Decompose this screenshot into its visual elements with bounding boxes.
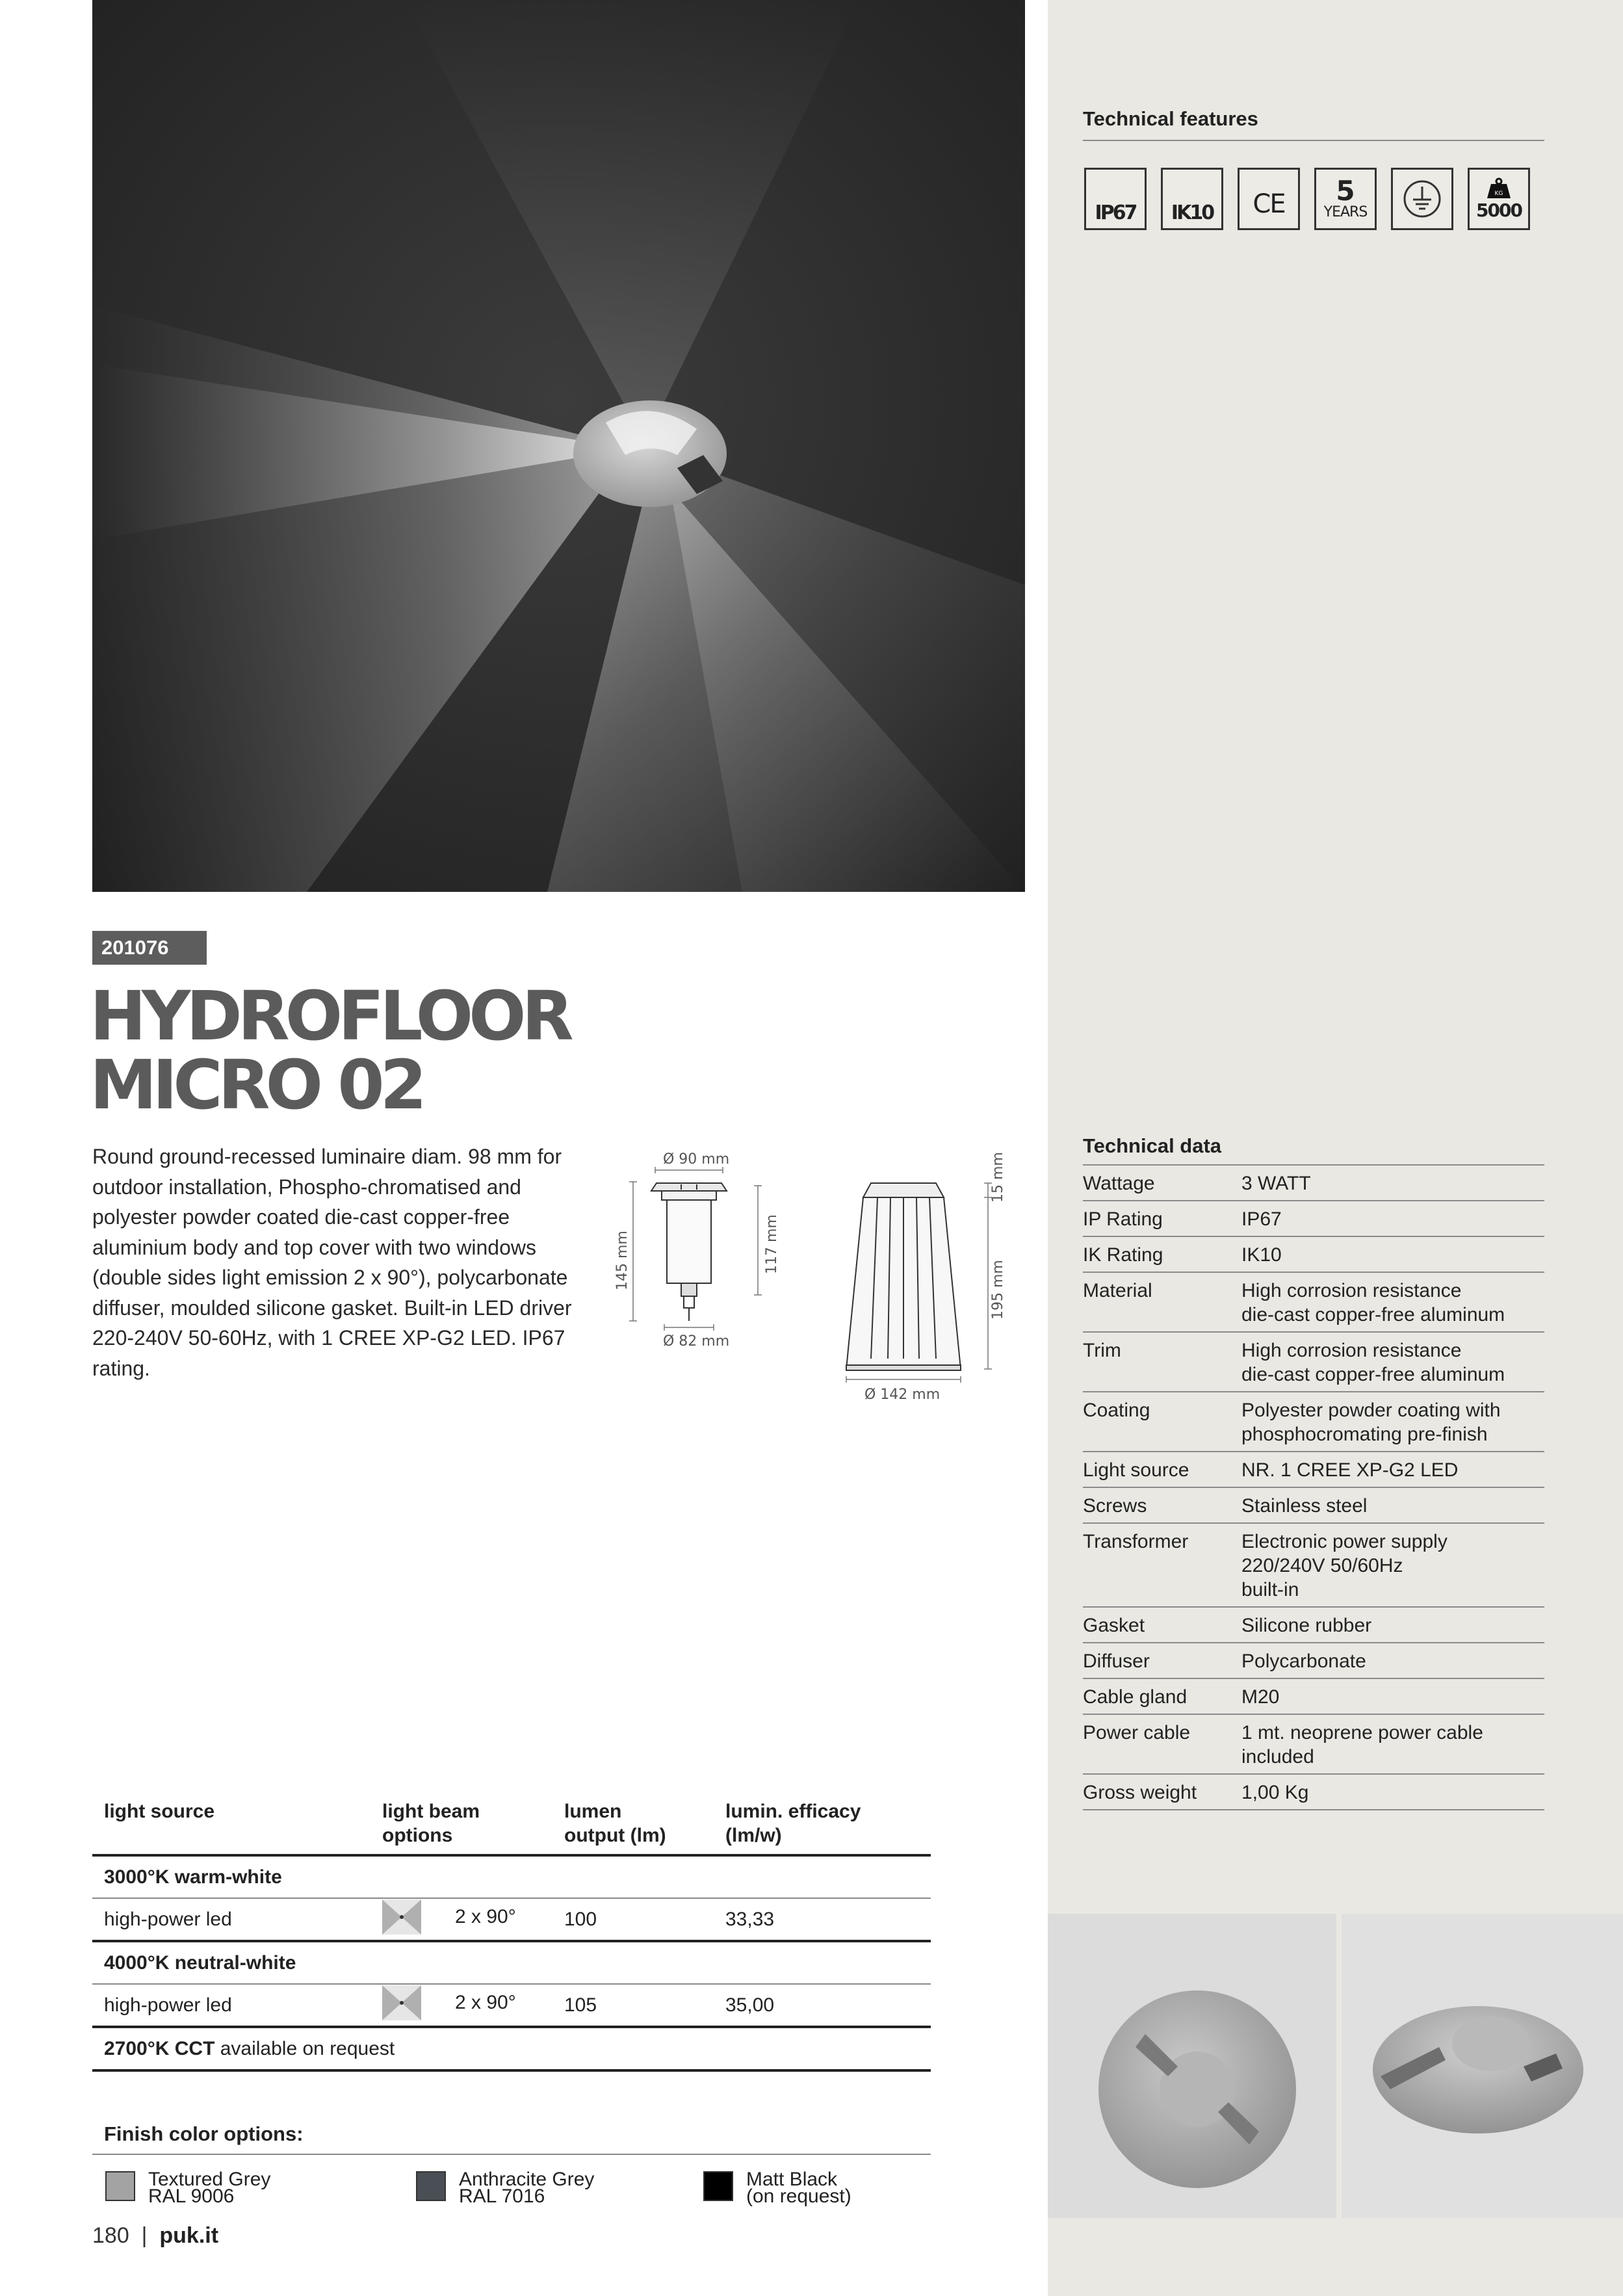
header-light-beam: light beam options bbox=[370, 1794, 552, 1855]
product-photo-angled bbox=[1342, 1914, 1623, 2218]
spec-key: Transformer bbox=[1083, 1523, 1241, 1607]
spec-value: Polycarbonate bbox=[1241, 1643, 1544, 1678]
spec-value: M20 bbox=[1241, 1678, 1544, 1714]
finish-option-anthracite-grey: Anthracite Grey RAL 7016 bbox=[416, 2171, 594, 2205]
finish-option-matt-black: Matt Black (on request) bbox=[703, 2171, 851, 2205]
row-efficacy: 33,33 bbox=[714, 1898, 931, 1941]
dim-bottom-label: Ø 82 mm bbox=[663, 1333, 730, 1350]
title-line-1: HYDROFLOOR bbox=[90, 976, 569, 1056]
table-row bbox=[1083, 1523, 1544, 1607]
spec-value: Silicone rubber bbox=[1241, 1607, 1544, 1643]
row-beam: 2 x 90° bbox=[370, 1898, 552, 1941]
technical-features-title: Technical features bbox=[1083, 107, 1258, 130]
spec-value: Stainless steel bbox=[1241, 1487, 1544, 1523]
drawing-fixture-side bbox=[651, 1183, 727, 1321]
product-title bbox=[90, 976, 569, 1125]
group-neutral-white: 4000°K neutral-white bbox=[92, 1941, 931, 1984]
spec-value: 3 WATT bbox=[1241, 1165, 1544, 1201]
header-light-source: light source bbox=[92, 1794, 370, 1855]
spec-value: Electronic power supply 220/240V 50/60Hz built-in bbox=[1241, 1523, 1544, 1607]
ip-rating-icon: IP67 bbox=[1084, 168, 1147, 230]
color-swatch bbox=[105, 2171, 135, 2201]
page-number: 180 bbox=[92, 2223, 129, 2248]
ce-mark-icon: CE bbox=[1238, 168, 1300, 230]
drawing-housing bbox=[846, 1183, 961, 1370]
footer-separator: | bbox=[141, 2223, 148, 2248]
row-lumen: 105 bbox=[552, 1984, 714, 2027]
spec-key: Screws bbox=[1083, 1487, 1241, 1523]
ik-rating-icon: IK10 bbox=[1161, 168, 1223, 230]
table-row bbox=[1083, 1236, 1544, 1272]
dim-base-label: Ø 142 mm bbox=[864, 1387, 941, 1403]
light-source-table bbox=[92, 1794, 931, 2072]
table-row bbox=[1083, 1392, 1544, 1452]
table-row bbox=[1083, 1774, 1544, 1810]
earth-class-icon bbox=[1391, 168, 1453, 230]
spec-key: Diffuser bbox=[1083, 1643, 1241, 1678]
dim-top-label: Ø 90 mm bbox=[663, 1151, 730, 1168]
table-row bbox=[1083, 1643, 1544, 1678]
header-efficacy: lumin. efficacy (lm/w) bbox=[714, 1794, 931, 1855]
divider bbox=[1083, 140, 1544, 141]
warranty-icon: 5 YEARS bbox=[1314, 168, 1377, 230]
spec-key: Gasket bbox=[1083, 1607, 1241, 1643]
finish-option-textured-grey: Textured Grey RAL 9006 bbox=[105, 2171, 270, 2205]
technical-data-title: Technical data bbox=[1083, 1134, 1222, 1157]
spec-value: IP67 bbox=[1241, 1201, 1544, 1236]
spec-key: Gross weight bbox=[1083, 1774, 1241, 1810]
page-footer bbox=[92, 2223, 218, 2249]
dim-height-box-label: 195 mm bbox=[990, 1260, 1006, 1320]
spec-value: High corrosion resistance die-cast copper-free aluminum bbox=[1241, 1272, 1544, 1332]
spec-key: Light source bbox=[1083, 1452, 1241, 1487]
group-warm-white: 3000°K warm-white bbox=[92, 1855, 931, 1898]
spec-key: Material bbox=[1083, 1272, 1241, 1332]
feature-icons-row bbox=[1084, 168, 1530, 230]
row-lumen: 100 bbox=[552, 1898, 714, 1941]
spec-value: IK10 bbox=[1241, 1236, 1544, 1272]
website-link[interactable]: puk.it bbox=[159, 2223, 219, 2248]
spec-value: 1,00 Kg bbox=[1241, 1774, 1544, 1810]
spec-key: Power cable bbox=[1083, 1714, 1241, 1774]
product-photo-top bbox=[1048, 1914, 1336, 2218]
table-row bbox=[92, 1898, 931, 1941]
load-weight-icon: KG 5000 bbox=[1468, 168, 1530, 230]
divider bbox=[92, 2154, 931, 2155]
table-row bbox=[92, 1984, 931, 2027]
dim-height-right-label: 117 mm bbox=[764, 1214, 780, 1274]
spec-key: Wattage bbox=[1083, 1165, 1241, 1201]
cct-note: 2700°K CCT available on request bbox=[92, 2027, 931, 2070]
title-line-2: MICRO 02 bbox=[90, 1045, 422, 1125]
table-row bbox=[1083, 1165, 1544, 1201]
spec-value: Polyester powder coating with phosphocromating pre-finish bbox=[1241, 1392, 1544, 1452]
row-source: high-power led bbox=[92, 1898, 370, 1941]
table-row bbox=[1083, 1201, 1544, 1236]
finish-options-title: Finish color options: bbox=[104, 2122, 304, 2145]
spec-value: High corrosion resistance die-cast copper-free aluminum bbox=[1241, 1332, 1544, 1392]
product-code-badge: 201076 bbox=[92, 931, 207, 965]
table-row bbox=[1083, 1332, 1544, 1392]
table-row bbox=[1083, 1452, 1544, 1487]
table-row bbox=[1083, 1607, 1544, 1643]
beam-2x90-icon bbox=[382, 1899, 421, 1935]
table-row bbox=[1083, 1272, 1544, 1332]
technical-data-table bbox=[1083, 1164, 1544, 1810]
dim-top-right-label: 15 mm bbox=[990, 1152, 1006, 1203]
table-row bbox=[1083, 1714, 1544, 1774]
weight-icon bbox=[1486, 177, 1512, 200]
dim-height-left-label: 145 mm bbox=[614, 1231, 630, 1290]
svg-text:KG: KG bbox=[1494, 190, 1503, 197]
spec-key: IK Rating bbox=[1083, 1236, 1241, 1272]
spec-value: NR. 1 CREE XP-G2 LED bbox=[1241, 1452, 1544, 1487]
earth-symbol-icon bbox=[1393, 170, 1451, 228]
beam-2x90-icon bbox=[382, 1985, 421, 2020]
table-row bbox=[1083, 1487, 1544, 1523]
spec-key: Trim bbox=[1083, 1332, 1241, 1392]
product-description: Round ground-recessed luminaire diam. 98 mm for outdoor installation, Phospho-chromatised and polyester powder coated die-cast copper-free aluminium body and top cover with two windows (double sides light emission 2 x 90°), polycarbonate diffuser, moulded silicone gasket. Built-in LED driver 220-240V 50-60Hz, with 1 CREE XP-G2 LED. IP67 rating. bbox=[92, 1145, 572, 1380]
spec-key: IP Rating bbox=[1083, 1201, 1241, 1236]
technical-drawing bbox=[604, 1144, 1020, 1430]
row-source: high-power led bbox=[92, 1984, 370, 2027]
color-swatch bbox=[703, 2171, 733, 2201]
hero-photo bbox=[92, 0, 1025, 892]
row-efficacy: 35,00 bbox=[714, 1984, 931, 2027]
header-lumen-output: lumen output (lm) bbox=[552, 1794, 714, 1855]
spec-key: Cable gland bbox=[1083, 1678, 1241, 1714]
color-swatch bbox=[416, 2171, 446, 2201]
spec-key: Coating bbox=[1083, 1392, 1241, 1452]
table-row bbox=[1083, 1678, 1544, 1714]
spec-value: 1 mt. neoprene power cable included bbox=[1241, 1714, 1544, 1774]
row-beam: 2 x 90° bbox=[370, 1984, 552, 2027]
